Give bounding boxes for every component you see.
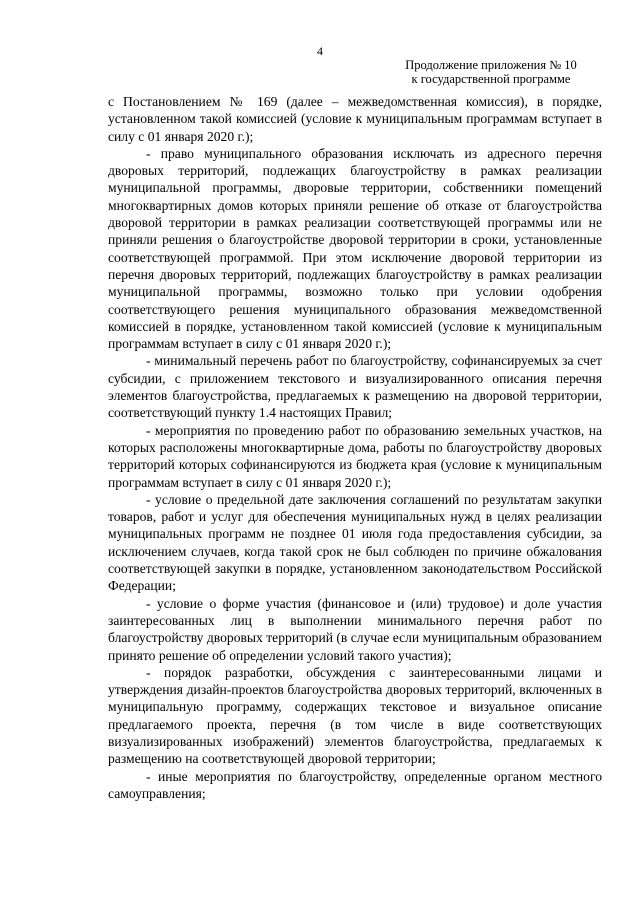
paragraph-design-projects: - порядок разработки, обсуждения с заинтересованными лицами и утверждения дизайн-проектов благоустройства дворовых территорий, включенных в муниципальную программу, содержащих текстовое и визуальное описание предлагаемого проекта, перечня (в том числе в виде соответствующих визуализированных изображений) элементов благоустройства, предлагаемых к размещению на соответствующей дворовой территории;	[108, 664, 602, 767]
paragraph-exclusion-right: - право муниципального образования исключать из адресного перечня дворовых территорий, подлежащих благоустройству в рамках реализации муниципальной программы, дворовые территории, собственники помещений многоквартирных домов которых приняли решение об отказе от благоустройства дворовой территории в рамках реализации соответствующей программы или не приняли решения о благоустройстве дворовой территории в сроки, установленные соответствующей программой. При этом исключение дворовой территории из перечня дворовых территорий, подлежащих благоустройству в рамках реализации муниципальной программы, возможно только при условии одобрения соответствующего решения муниципального образования межведомственной комиссией в порядке, установленном такой комиссией (условие к муниципальным программам вступает в силу с 01 января 2020 г.);	[108, 145, 602, 352]
paragraph-minimum-works-list: - минимальный перечень работ по благоустройству, софинансируемых за счет субсидии, с приложением текстового и визуализированного описания перечня элементов благоустройства, предлагаемых к размещению на дворовой территории, соответствующий пункту 1.4 настоящих Правил;	[108, 353, 602, 421]
paragraph-participation-form: - условие о форме участия (финансовое и (или) трудовое) и доле участия заинтересованных лиц в выполнении минимального перечня работ по благоустройству дворовых территорий (в случае если муниципальным образованием принято решение об определении условий такого участия);	[108, 595, 602, 663]
appendix-note	[380, 58, 602, 86]
page-number: 4	[317, 44, 323, 58]
appendix-note-line-1: Продолжение приложения № 10	[405, 58, 577, 72]
paragraph-land-plots: - мероприятия по проведению работ по образованию земельных участков, на которых расположены многоквартирные дома, работы по благоустройству дворовых территорий которых софинансируются из бюджета края (условие к муниципальным программам вступает в силу с 01 января 2020 г.);	[108, 422, 602, 490]
appendix-note-line-2: к государственной программе	[411, 72, 571, 86]
document-body	[108, 93, 602, 802]
paragraph-continuation: с Постановлением № 169 (далее – межведомственная комиссия), в порядке, установленном такой комиссией (условие к муниципальным программам вступает в силу с 01 января 2020 г.);	[108, 94, 602, 144]
paragraph-agreement-deadline: - условие о предельной дате заключения соглашений по результатам закупки товаров, работ и услуг для обеспечения муниципальных нужд в целях реализации муниципальных программ не позднее 01 июля года предоставления субсидии, за исключением случаев, когда такой срок не был соблюден по причине обжалования соответствующей закупки в порядке, установленном законодательством Российской Федерации;	[108, 491, 602, 594]
paragraph-other-measures: - иные мероприятия по благоустройству, определенные органом местного самоуправления;	[108, 768, 602, 801]
